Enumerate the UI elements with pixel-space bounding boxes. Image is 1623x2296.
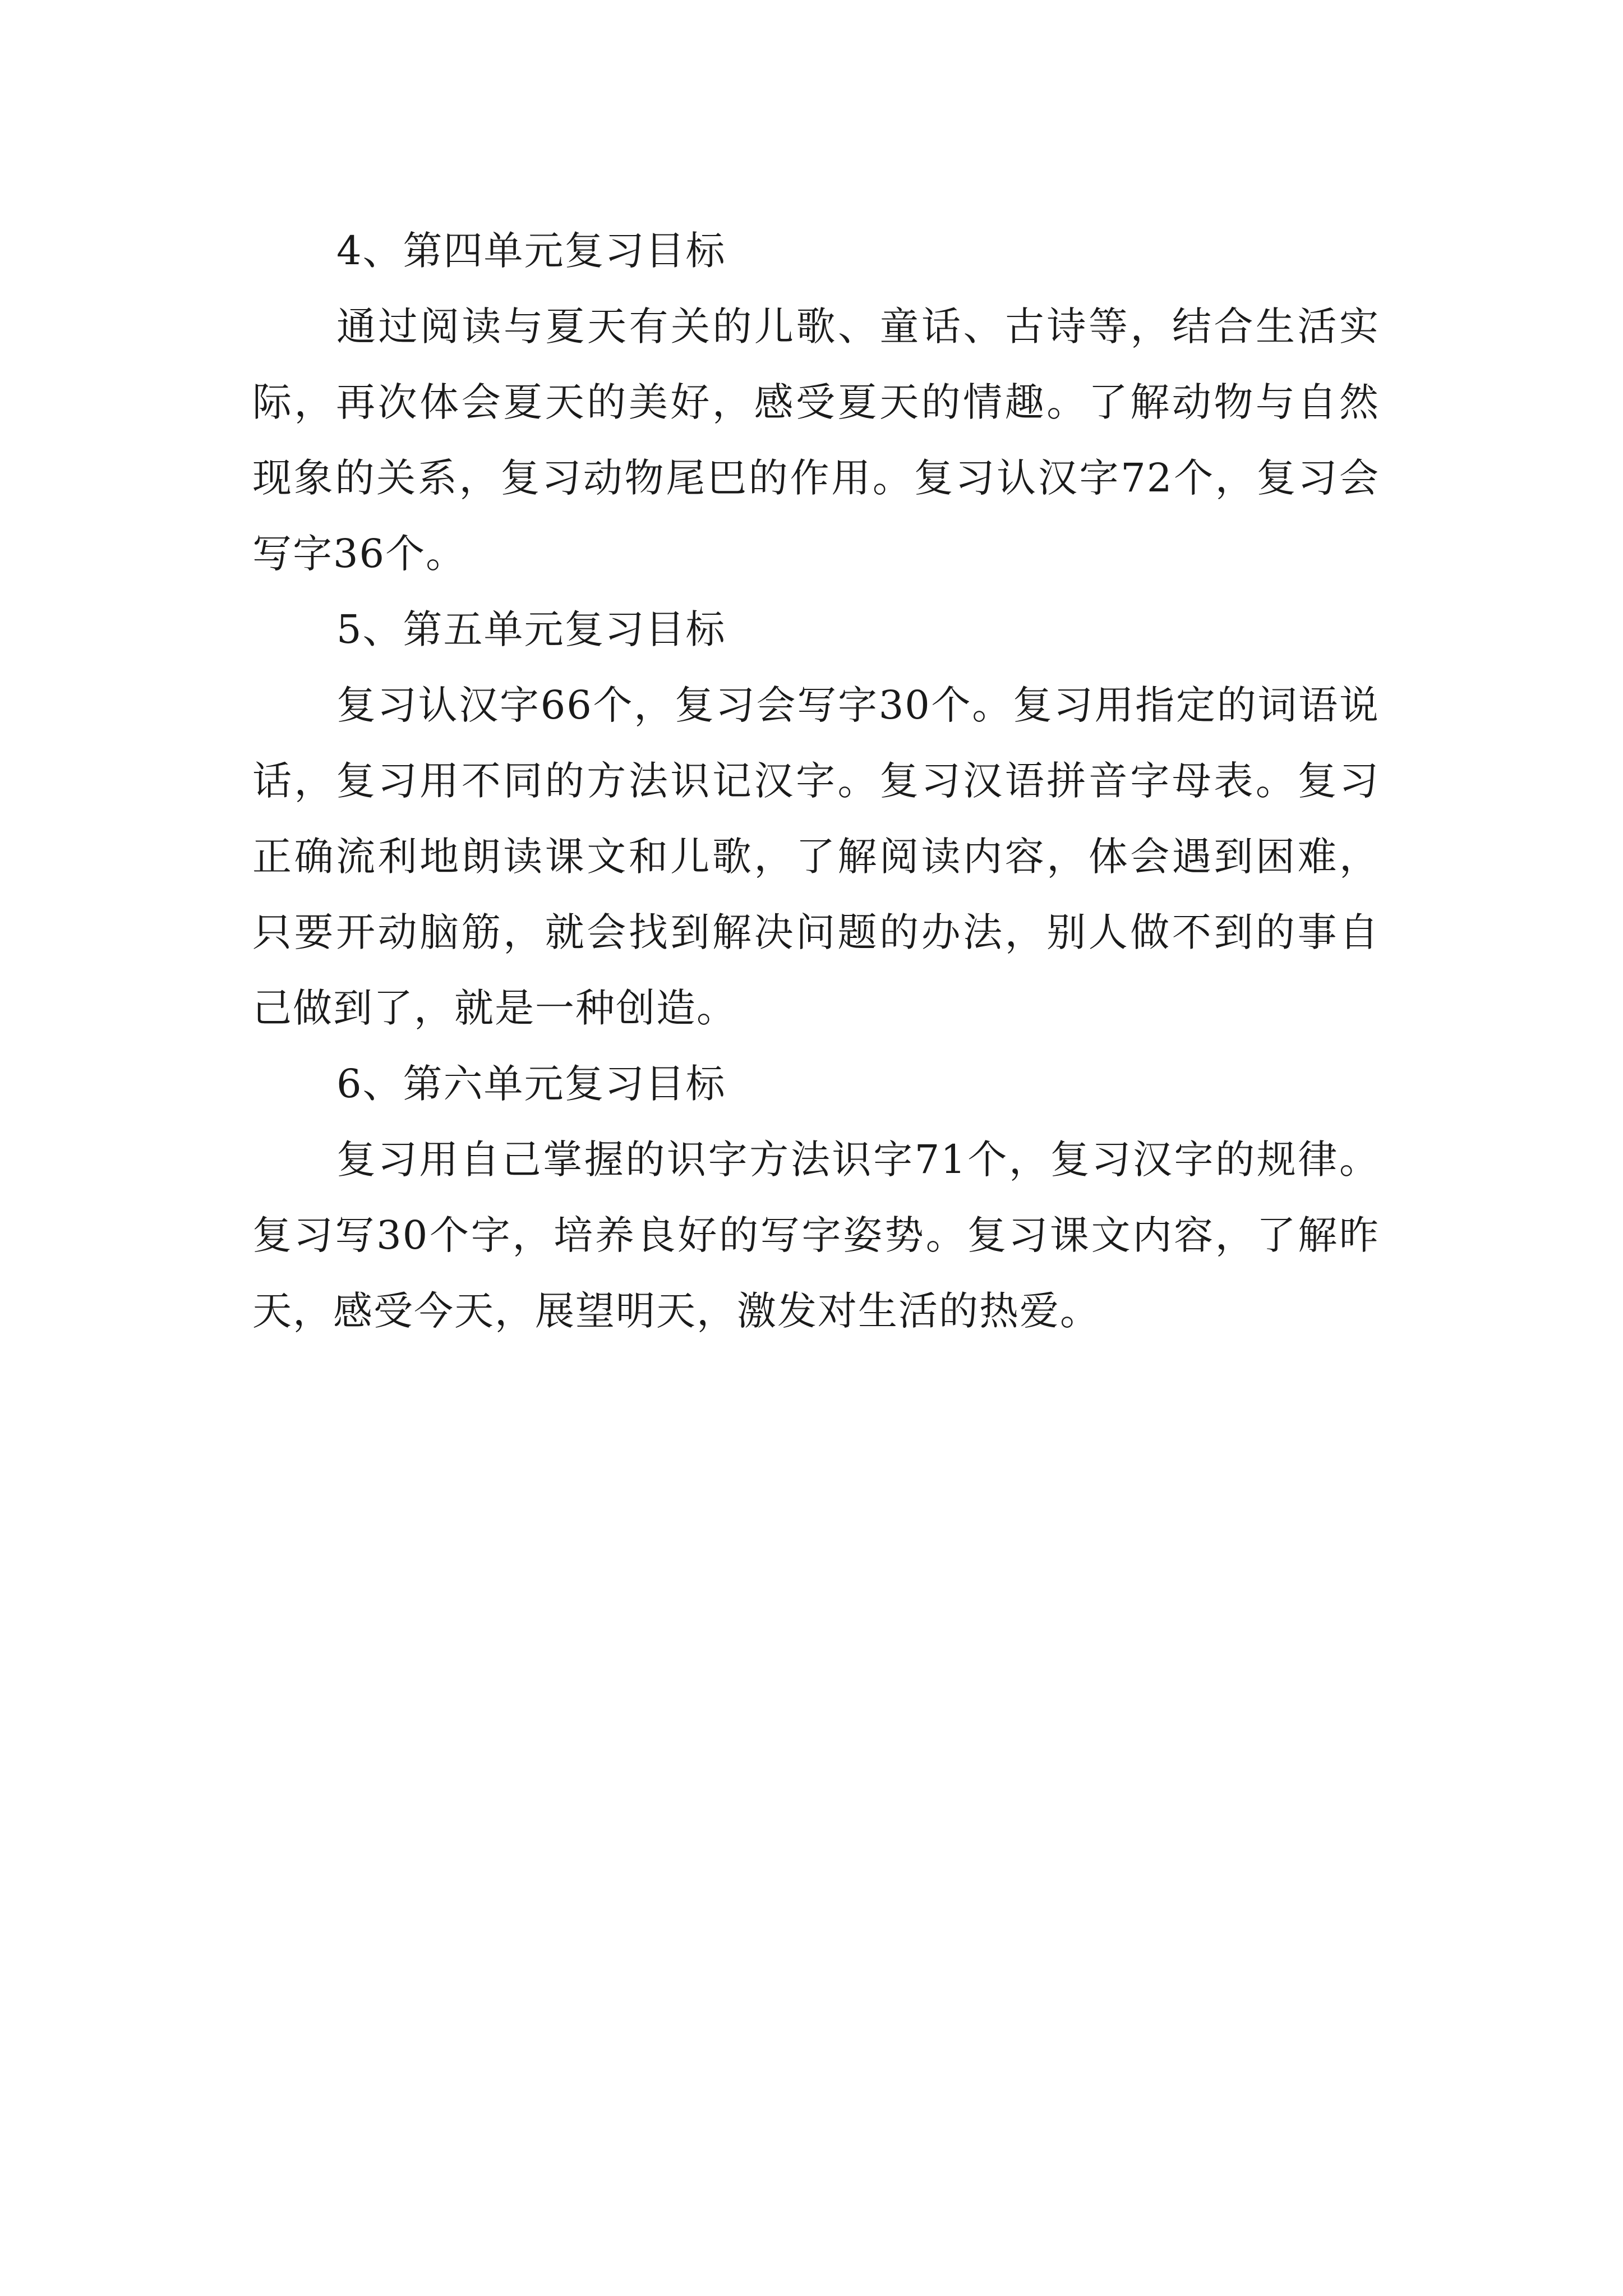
- section-heading-unit-6: 6、第六单元复习目标: [336, 1061, 726, 1107]
- section-paragraph-unit-5: 复习认汉字66个，复习会写字30个。复习用指定的词语说话，复习用不同的方法识记汉字。复习汉语拼音字母表。复习正确流利地朗读课文和儿歌，了解阅读内容，体会遇到困难，只要开动脑筋，就会找到解决问题的办法，别人做不到的事自己做到了，就是一种创造。: [252, 682, 1380, 1031]
- section-heading-unit-5: 5、第五单元复习目标: [336, 606, 726, 652]
- section-paragraph-unit-6: 复习用自己掌握的识字方法识字71个，复习汉字的规律。复习写30个字，培养良好的写字姿势。复习课文内容，了解昨天，感受今天，展望明天，激发对生活的热爱。: [252, 1137, 1380, 1334]
- section-paragraph-unit-4: 通过阅读与夏天有关的儿歌、童话、古诗等，结合生活实际，再次体会夏天的美好，感受夏天的情趣。了解动物与自然现象的关系，复习动物尾巴的作用。复习认汉字72个，复习会写字36个。: [252, 303, 1380, 577]
- document-body: [252, 213, 1380, 1349]
- section-heading-unit-4: 4、第四单元复习目标: [336, 228, 726, 274]
